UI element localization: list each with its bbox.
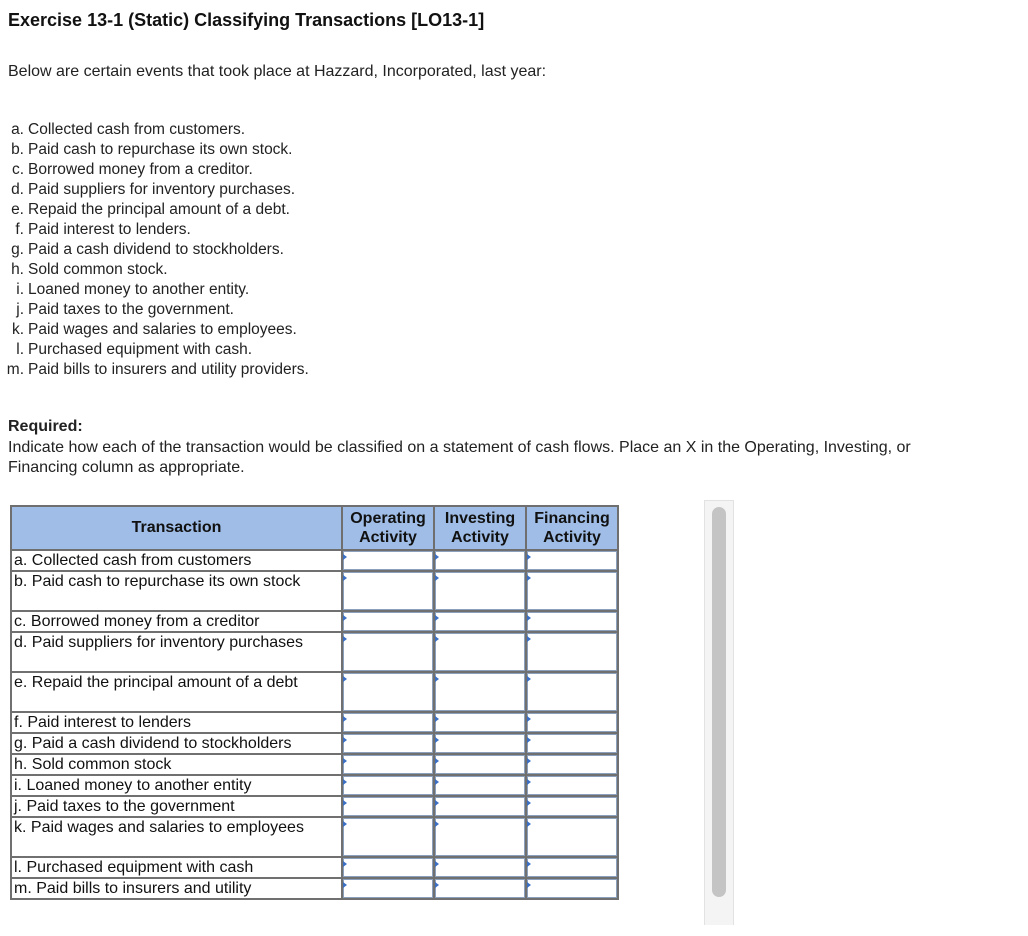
operating-input[interactable] [343, 755, 433, 774]
table-row [11, 550, 618, 571]
event-text: Paid taxes to the government. [28, 301, 234, 318]
event-letter: i. [16, 281, 24, 298]
event-letter: a. [11, 121, 24, 138]
transaction-cell: l. Purchased equipment with cash [11, 857, 342, 878]
list-item [0, 120, 309, 140]
financing-cell[interactable] [526, 796, 618, 817]
table-header-row [11, 506, 618, 550]
investing-input[interactable] [435, 858, 525, 877]
investing-input[interactable] [435, 551, 525, 570]
transaction-cell: b. Paid cash to repurchase its own stock [11, 571, 342, 611]
events-list [0, 120, 309, 380]
investing-input[interactable] [435, 818, 525, 856]
operating-input[interactable] [343, 776, 433, 795]
event-text: Paid wages and salaries to employees. [28, 321, 297, 338]
investing-cell[interactable] [434, 611, 526, 632]
operating-input[interactable] [343, 713, 433, 732]
list-item [0, 160, 309, 180]
investing-input[interactable] [435, 776, 525, 795]
operating-input[interactable] [343, 879, 433, 898]
financing-cell[interactable] [526, 632, 618, 672]
investing-input[interactable] [435, 572, 525, 610]
operating-header [342, 506, 434, 550]
financing-cell[interactable] [526, 775, 618, 796]
event-letter: e. [11, 201, 24, 218]
investing-header-line2: Activity [451, 529, 509, 546]
investing-header [434, 506, 526, 550]
financing-input[interactable] [527, 818, 617, 856]
table-row [11, 733, 618, 754]
operating-cell[interactable] [342, 550, 434, 571]
investing-input[interactable] [435, 673, 525, 711]
financing-input[interactable] [527, 776, 617, 795]
intro-text: Below are certain events that took place at Hazzard, Incorporated, last year: [8, 63, 547, 80]
operating-input[interactable] [343, 572, 433, 610]
table-row [11, 817, 618, 857]
financing-input[interactable] [527, 879, 617, 898]
financing-cell[interactable] [526, 550, 618, 571]
required-text: Indicate how each of the transaction would be classified on a statement of cash flows. Place an X in the Operating, Investing, or Financing column as appropriate. [8, 439, 911, 476]
financing-input[interactable] [527, 734, 617, 753]
table-row [11, 611, 618, 632]
event-letter: c. [11, 161, 24, 178]
transaction-cell: h. Sold common stock [11, 754, 342, 775]
transaction-cell: e. Repaid the principal amount of a debt [11, 672, 342, 712]
investing-input[interactable] [435, 797, 525, 816]
investing-input[interactable] [435, 734, 525, 753]
table-row [11, 672, 618, 712]
page-title: Exercise 13-1 (Static) Classifying Transactions [LO13-1] [8, 10, 485, 30]
investing-cell[interactable] [434, 672, 526, 712]
operating-input[interactable] [343, 818, 433, 856]
financing-header [526, 506, 618, 550]
investing-cell[interactable] [434, 878, 526, 899]
investing-header-line1: Investing [444, 510, 516, 527]
operating-input[interactable] [343, 673, 433, 711]
investing-input[interactable] [435, 633, 525, 671]
table-row [11, 632, 618, 672]
list-item [0, 260, 309, 280]
event-text: Collected cash from customers. [28, 121, 246, 138]
investing-cell[interactable] [434, 857, 526, 878]
list-item [0, 220, 309, 240]
financing-cell[interactable] [526, 817, 618, 857]
operating-input[interactable] [343, 858, 433, 877]
investing-input[interactable] [435, 755, 525, 774]
table-row [11, 571, 618, 611]
investing-input[interactable] [435, 713, 525, 732]
financing-input[interactable] [527, 673, 617, 711]
financing-cell[interactable] [526, 672, 618, 712]
investing-input[interactable] [435, 879, 525, 898]
operating-cell[interactable] [342, 796, 434, 817]
financing-input[interactable] [527, 858, 617, 877]
operating-input[interactable] [343, 551, 433, 570]
investing-cell[interactable] [434, 754, 526, 775]
financing-cell[interactable] [526, 733, 618, 754]
operating-cell[interactable] [342, 754, 434, 775]
operating-input[interactable] [343, 797, 433, 816]
event-text: Paid bills to insurers and utility providers. [28, 361, 309, 378]
transaction-cell: g. Paid a cash dividend to stockholders [11, 733, 342, 754]
event-text: Sold common stock. [28, 261, 168, 278]
financing-input[interactable] [527, 572, 617, 610]
list-item [0, 200, 309, 220]
event-text: Paid interest to lenders. [28, 221, 191, 238]
financing-cell[interactable] [526, 571, 618, 611]
list-item [0, 240, 309, 260]
table-row [11, 878, 618, 899]
financing-cell[interactable] [526, 611, 618, 632]
transaction-cell: f. Paid interest to lenders [11, 712, 342, 733]
investing-cell[interactable] [434, 796, 526, 817]
transaction-cell: a. Collected cash from customers [11, 550, 342, 571]
operating-header-line2: Activity [359, 529, 417, 546]
transaction-header: Transaction [11, 506, 342, 550]
financing-input[interactable] [527, 612, 617, 631]
list-item [0, 280, 309, 300]
event-letter: h. [11, 261, 24, 278]
table-row [11, 857, 618, 878]
investing-cell[interactable] [434, 632, 526, 672]
financing-input[interactable] [527, 755, 617, 774]
event-letter: k. [11, 321, 24, 338]
financing-header-line1: Financing [534, 510, 610, 527]
scrollbar-thumb[interactable] [712, 507, 726, 897]
financing-cell[interactable] [526, 857, 618, 878]
financing-cell[interactable] [526, 878, 618, 899]
transaction-cell: i. Loaned money to another entity [11, 775, 342, 796]
event-text: Paid cash to repurchase its own stock. [28, 141, 293, 158]
transaction-cell: m. Paid bills to insurers and utility [11, 878, 342, 899]
event-letter: j. [16, 301, 24, 318]
financing-header-line2: Activity [543, 529, 601, 546]
investing-input[interactable] [435, 612, 525, 631]
event-text: Loaned money to another entity. [28, 281, 250, 298]
event-letter: f. [15, 221, 24, 238]
list-item [0, 360, 309, 380]
financing-input[interactable] [527, 797, 617, 816]
transaction-cell: k. Paid wages and salaries to employees [11, 817, 342, 857]
transaction-cell: d. Paid suppliers for inventory purchases [11, 632, 342, 672]
investing-cell[interactable] [434, 775, 526, 796]
list-item [0, 180, 309, 200]
financing-input[interactable] [527, 551, 617, 570]
operating-input[interactable] [343, 633, 433, 671]
financing-cell[interactable] [526, 754, 618, 775]
transaction-cell: c. Borrowed money from a creditor [11, 611, 342, 632]
operating-cell[interactable] [342, 712, 434, 733]
event-text: Repaid the principal amount of a debt. [28, 201, 290, 218]
investing-cell[interactable] [434, 550, 526, 571]
event-text: Borrowed money from a creditor. [28, 161, 253, 178]
table-row [11, 796, 618, 817]
financing-input[interactable] [527, 633, 617, 671]
operating-cell[interactable] [342, 672, 434, 712]
event-text: Paid suppliers for inventory purchases. [28, 181, 296, 198]
operating-cell[interactable] [342, 632, 434, 672]
operating-header-line1: Operating [350, 510, 426, 527]
list-item [0, 340, 309, 360]
list-item [0, 300, 309, 320]
required-label: Required: [8, 418, 83, 435]
event-text: Purchased equipment with cash. [28, 341, 253, 358]
investing-cell[interactable] [434, 817, 526, 857]
investing-cell[interactable] [434, 571, 526, 611]
vertical-scrollbar[interactable] [704, 500, 734, 925]
financing-input[interactable] [527, 713, 617, 732]
operating-cell[interactable] [342, 817, 434, 857]
operating-input[interactable] [343, 612, 433, 631]
event-letter: m. [6, 361, 24, 378]
event-text: Paid a cash dividend to stockholders. [28, 241, 284, 258]
investing-cell[interactable] [434, 712, 526, 733]
financing-cell[interactable] [526, 712, 618, 733]
list-item [0, 320, 309, 340]
table-row [11, 754, 618, 775]
event-letter: b. [11, 141, 24, 158]
operating-input[interactable] [343, 734, 433, 753]
operating-cell[interactable] [342, 775, 434, 796]
operating-cell[interactable] [342, 878, 434, 899]
table-row [11, 712, 618, 733]
operating-cell[interactable] [342, 571, 434, 611]
operating-cell[interactable] [342, 611, 434, 632]
operating-cell[interactable] [342, 857, 434, 878]
transaction-cell: j. Paid taxes to the government [11, 796, 342, 817]
list-item [0, 140, 309, 160]
event-letter: g. [11, 241, 24, 258]
table-row [11, 775, 618, 796]
event-letter: l. [16, 341, 24, 358]
operating-cell[interactable] [342, 733, 434, 754]
event-letter: d. [11, 181, 24, 198]
classification-table [10, 505, 619, 900]
investing-cell[interactable] [434, 733, 526, 754]
